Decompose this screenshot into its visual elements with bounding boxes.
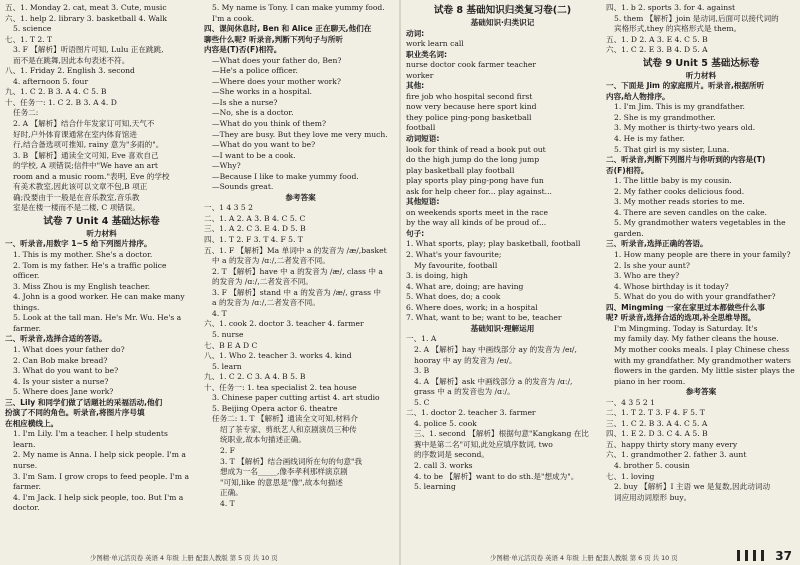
section-title: 试卷 9 Unit 5 基础达标卷: [642, 57, 760, 69]
text-line: 2. My name is Anna. I help sick people. I'm a: [13, 450, 186, 460]
text-line: 一、下面是 Jim 的家庭照片。听录音,根据所听: [606, 81, 765, 91]
text-line: things.: [13, 302, 40, 312]
text-line: worker: [406, 70, 434, 80]
text-line: 好时,户外体育课通常在室内体育馆进: [13, 129, 137, 139]
text-line: 3. What do you want to be?: [13, 366, 119, 376]
subsection-title: 听力材料: [86, 228, 117, 238]
text-line: with my grandfather. My grandmother waters: [614, 355, 791, 365]
text-line: 3. Miss Zhou is my English teacher.: [13, 281, 151, 291]
text-line: 3. is doing, high: [406, 271, 468, 281]
text-line: 1. How many people are there in your family?: [614, 250, 791, 260]
page-number: 37: [775, 549, 792, 563]
text-line: 5. My name is Tony. I can make yummy food.: [212, 3, 385, 12]
footer-left: 少图精·单元活页卷 英语 4 年级 上册 配套人教版 第 5 页 共 10 页: [90, 554, 278, 562]
text-line: 3. My mother is thirty-two years old.: [614, 123, 756, 133]
text-line: 四、课间休息时, Ben 和 Alice 正在聊天,他们在: [204, 24, 372, 34]
text-line: 5. What does, do; a cook: [406, 292, 501, 302]
text-line: 5. science: [13, 24, 52, 34]
text-line: 四、Mingming 一家在家里过本都做些什么事: [606, 302, 765, 312]
text-line: 5. My grandmother waters vegetables in the: [614, 218, 786, 228]
text-line: 3. B: [414, 366, 430, 376]
text-line: 其他:: [406, 81, 425, 91]
text-line: 4. Is your sister a nurse?: [13, 376, 109, 386]
text-line: 的学校, A 项错误;信件中"We have an art: [13, 161, 158, 171]
text-line: 有美术教室,因此该可以文章不包,B 项正: [13, 182, 148, 192]
text-line: 十、任务一: 1. C 2. B 3. A 4. D: [5, 97, 117, 107]
text-line: 二、听录音,判断下列图片与你听到的内容是(T): [606, 155, 766, 165]
text-line: —Sounds great.: [212, 182, 274, 192]
text-line: 5. learning: [414, 482, 456, 492]
subsection-title: 参考答案: [285, 192, 316, 202]
text-line: 扮演了不同的角色。听录音,将图片序号填: [5, 408, 145, 418]
text-line: a 的发音为 /ɑː/,二者发音不同。: [212, 298, 320, 308]
text-line: 四、1. b 2. sports 3. for 4. against: [606, 3, 736, 12]
text-line: 七、1. loving: [606, 471, 655, 481]
text-line: —What do you think of them?: [212, 119, 327, 129]
text-line: 三、1. C 2. B 3. A 4. C 5. A: [606, 418, 708, 428]
text-line: 4. John is a good worker. He can make many: [13, 292, 185, 302]
section-title: 试卷 7 Unit 4 基础达标卷: [43, 215, 160, 227]
text-line: ask for help cheer for... play against...: [406, 186, 552, 196]
text-line: 三、听录音,选择正确的答语。: [606, 239, 708, 249]
text-line: 七、B E A D C: [204, 340, 258, 350]
text-line: My favourite, football: [414, 260, 498, 270]
text-line: —What does your father do, Ben?: [212, 55, 342, 65]
text-line: 一、1 4 3 5 2: [204, 203, 253, 213]
text-line: 任务二: 1. T 【解析】通读全文可知,材料介: [212, 414, 359, 424]
text-line: 3. Who are they?: [614, 271, 680, 281]
text-line: 任务二:: [13, 108, 39, 118]
text-line: 4. brother 5. cousin: [614, 460, 690, 470]
barcode-marks: [737, 550, 764, 561]
text-line: officer.: [13, 271, 40, 281]
text-line: fire job who hospital second first: [406, 91, 533, 101]
text-line: 3. T 【解析】结合画线词所在句的句意"我: [220, 456, 363, 466]
text-line: 2. A 【解析】结合什年发家订可知,天气不: [13, 119, 155, 129]
text-line: My mother cooks meals. I play Chinese chess: [614, 344, 790, 354]
text-line: 室是在楼一楼而不是二楼, C 项错误。: [13, 203, 140, 213]
text-line: 3. F 【解析】听语图片可知, Lulu 正在跳跳,: [13, 45, 164, 55]
text-line: I'm a cook.: [212, 13, 255, 23]
text-line: 4. What are, doing; are having: [406, 281, 524, 291]
text-line: football: [406, 123, 436, 133]
text-line: 7. What, want to be; want to be, teacher: [406, 313, 562, 323]
text-line: 八、1. Friday 2. English 3. second: [5, 66, 135, 76]
text-line: 4. T: [212, 308, 227, 318]
column-4: [606, 3, 796, 503]
text-line: 2. T 【解析】have 中 a 的发音为 /æ/, class 中 a: [212, 266, 383, 276]
text-line: grass 中 a 的发音也为 /ɑː/。: [414, 387, 515, 397]
text-line: 4. to be 【解析】want to do sth.是"想成为"。: [414, 471, 579, 481]
text-line: play sports play ping-pong have fun: [406, 176, 544, 186]
text-line: 5. them 【解析】join 是动词,后面可以接代词的: [614, 13, 779, 23]
text-line: flowers in the garden. My little sister plays the: [614, 366, 795, 376]
column-1: [5, 3, 198, 514]
subsection-title: 基础知识·归类识记: [470, 18, 535, 27]
text-line: 三、1. second 【解析】根据句意"Kangkang 在比: [414, 429, 589, 439]
text-line: 1. What does your father do?: [13, 344, 125, 354]
text-line: 内容,给人物排序。: [606, 91, 670, 101]
text-line: 三、Lily 和同学们做了话题社的采福活动,他们: [5, 397, 163, 407]
text-line: 2. buy 【解析】I 主语 we 是复数,因此动词动: [614, 482, 771, 492]
text-line: 2. call 3. works: [414, 460, 473, 470]
text-line: play basketball play football: [406, 165, 515, 175]
text-line: piano in her room.: [614, 376, 686, 386]
text-line: 七、1. T 2. T: [5, 34, 53, 44]
text-line: 3. I'm Sam. I grow crops to feed people. I'm a: [13, 471, 190, 481]
text-line: 九、1. C 2. C 3. A 4. B 5. B: [204, 372, 306, 382]
text-line: 六、1. C 2. E 3. B 4. D 5. A: [606, 45, 708, 55]
text-line: 2. A 【解析】hay 中画线部分 ay 的发音为 /eɪ/,: [414, 344, 577, 354]
text-line: 九、1. C 2. B 3. A 4. C 5. B: [5, 87, 107, 97]
text-line: 六、1. grandmother 2. father 3. aunt: [606, 450, 747, 460]
text-line: learn.: [13, 439, 36, 449]
text-line: 5. Where does Jane work?: [13, 387, 114, 397]
text-line: 2. My father cooks delicious food.: [614, 186, 745, 196]
text-line: 5. C: [414, 397, 430, 407]
text-line: 二、听录音,选择合适的答语。: [5, 334, 107, 344]
text-line: 1. I'm Lily. I'm a teacher. I help students: [13, 429, 168, 439]
text-line: 5. What do you do with your grandfather?: [614, 292, 776, 302]
text-line: 6. Where does, work; in a hospital: [406, 302, 538, 312]
text-line: 的序数词是 second。: [414, 450, 489, 460]
text-line: 1. The little baby is my cousin.: [614, 176, 732, 186]
text-line: I'm Mingming. Today is Saturday. It's: [614, 323, 758, 333]
text-line: —What do you want to be?: [212, 140, 316, 150]
footer-right: 少图精·单元活页卷 英语 4 年级 上册 配套人教版 第 6 页 共 10 页: [490, 554, 678, 562]
page-fold: [399, 0, 401, 565]
text-line: 3. B 【解析】通读全文可知, Eve 喜欢自己: [13, 150, 159, 160]
text-line: 的发音为 /ɑː/,二者发音不同。: [212, 277, 313, 287]
text-line: 4. He is my father.: [614, 134, 685, 144]
text-line: 在相应横线上。: [5, 418, 59, 428]
text-line: 十、任务一: 1. tea specialist 2. tea house: [204, 382, 357, 392]
text-line: 2. Is she your aunt?: [614, 260, 690, 270]
text-line: on weekends sports meet in the race: [406, 207, 548, 217]
subsection-title: 听力材料: [685, 70, 717, 80]
text-line: 六、1. help 2. library 3. basketball 4. Walk: [5, 13, 167, 23]
section-title: 试卷 8 基础知识归类复习卷(二): [433, 5, 572, 16]
text-line: 其他短语:: [406, 197, 440, 207]
text-line: do the high jump do the long jump: [406, 155, 540, 165]
text-line: —They are busy. But they love me very much.: [212, 129, 388, 139]
text-line: 行,结合备选项可推知, rainy 意为"多雨的"。: [13, 140, 164, 150]
text-line: 五、happy thirty story many every: [606, 439, 738, 449]
text-line: work learn call: [406, 39, 464, 49]
text-line: 否(F)相符。: [606, 165, 649, 175]
text-line: 确;没要由于一般是在音乐教室,音乐教: [13, 192, 140, 202]
text-line: 一、1. A: [406, 334, 437, 344]
text-line: 五、1. Monday 2. cat, meat 3. Cute, music: [5, 3, 167, 12]
text-line: garden.: [614, 228, 644, 238]
text-line: 而不是在跳舞,因此本句表述不符。: [13, 55, 130, 65]
subsection-title: 参考答案: [685, 387, 717, 397]
text-line: 四、1. T 2. F 3. T 4. F 5. T: [204, 235, 303, 245]
text-line: 句子:: [406, 228, 425, 238]
text-line: by the way all kinds of be proud of...: [406, 218, 547, 228]
subsection-title: 基础知识·理解运用: [470, 323, 535, 333]
text-line: 统职业,故本句描述正确。: [220, 435, 306, 445]
text-line: 二、1. A 2. A 3. B 4. C 5. C: [204, 213, 306, 223]
text-line: 5. nurse: [212, 329, 244, 339]
text-line: 4. T: [220, 498, 235, 508]
text-line: 五、1. D 2. A 3. E 4. C 5. B: [606, 34, 708, 44]
text-line: room and a music room."表明, Eve 的学校: [13, 171, 170, 181]
text-line: 2. She is my grandmother.: [614, 112, 716, 122]
text-line: 5. learn: [212, 361, 242, 371]
text-line: —Why?: [212, 161, 241, 171]
text-line: 4. I'm Jack. I help sick people, too. But I'm a: [13, 492, 184, 502]
text-line: 1. What sports, play; play basketball, football: [406, 239, 581, 249]
text-line: —Because I like to make yummy food.: [212, 171, 359, 181]
text-line: 聊些什么呢? 听录音,判断下列句子与所听: [204, 34, 344, 44]
text-line: 绍了茶专家、剪纸艺人和京剧演员三种传: [220, 424, 357, 434]
text-line: 二、1. T 2. T 3. F 4. F 5. T: [606, 408, 705, 418]
text-line: 2. What's your favourite;: [406, 250, 502, 260]
text-line: look for think of read a book put out: [406, 144, 546, 154]
text-line: 2. Can Bob make bread?: [13, 355, 108, 365]
text-line: 3. F 【解析】stand 中 a 的发音为 /æ/, grass 中: [212, 287, 381, 297]
text-line: 4. A 【解析】ask 中画线部分 a 的发音为 /ɑː/,: [414, 376, 573, 386]
text-line: 动词短语:: [406, 134, 440, 144]
text-line: 1. This is my mother. She's a doctor.: [13, 250, 153, 260]
text-line: 职业类名词:: [406, 49, 448, 59]
text-line: 5. Look at the tall man. He's Mr. Wu. He's a: [13, 313, 182, 323]
text-line: 5. Beijing Opera actor 6. theatre: [212, 403, 338, 413]
text-line: 词应用动词原形 buy。: [614, 492, 692, 502]
column-3: [406, 3, 599, 493]
text-line: now very because here sport kind: [406, 102, 537, 112]
text-line: doctor.: [13, 503, 40, 513]
text-line: 4. afternoon 5. four: [13, 76, 89, 86]
text-line: 呢? 听录音,选择合适的选项,补全思维导图。: [606, 313, 756, 323]
text-line: 2. F: [220, 445, 235, 455]
text-line: 内容是(T)否(F)相符。: [204, 45, 282, 55]
text-line: 4. There are seven candles on the cake.: [614, 207, 767, 217]
text-line: 中 a 的发音为 /ɑː/,二者发音不同。: [212, 256, 330, 266]
text-line: —He's a police officer.: [212, 66, 298, 76]
text-line: my family day. My father cleans the house.: [614, 334, 779, 344]
text-line: nurse.: [13, 460, 38, 470]
text-line: 3. Chinese paper cutting artist 4. art studio: [212, 393, 380, 403]
text-line: nurse doctor cook farmer teacher: [406, 60, 537, 70]
text-line: 宾格形式,they 的宾格形式是 them。: [614, 24, 742, 34]
text-line: —Where does your mother work?: [212, 76, 341, 86]
text-line: 四、1. E 2. D 3. C 4. A 5. B: [606, 429, 708, 439]
text-line: 五、1. F 【解析】Ma 单词中 a 的发音为 /æ/,basket: [204, 245, 387, 255]
text-line: —Is she a nurse?: [212, 97, 278, 107]
text-line: 一、4 3 5 2 1: [606, 397, 655, 407]
text-line: 三、1. A 2. C 3. E 4. D 5. B: [204, 224, 306, 234]
text-line: —No, she is a doctor.: [212, 108, 294, 118]
text-line: —I want to be a cook.: [212, 150, 296, 160]
text-line: 想成为一名_____,像李孝利那样演京剧: [220, 467, 348, 477]
text-line: 1. I'm Jim. This is my grandfather.: [614, 102, 745, 112]
text-line: 5. That girl is my sister, Luna.: [614, 144, 730, 154]
column-2: [204, 3, 397, 509]
text-line: 3. My mother reads stories to me.: [614, 197, 745, 207]
text-line: 正确。: [220, 488, 243, 498]
text-line: farmer.: [13, 482, 41, 492]
text-line: they police ping-pong basketball: [406, 112, 532, 122]
text-line: 2. Tom is my father. He's a traffic police: [13, 260, 167, 270]
text-line: "可知,like 的意思是"像",故本句描述: [220, 477, 343, 487]
text-line: 一、听录音,用数字 1~5 给下列图片排序。: [5, 239, 152, 249]
text-line: 八、1. Who 2. teacher 3. works 4. kind: [204, 351, 352, 361]
text-line: —She works in a hospital.: [212, 87, 312, 97]
text-line: 4. police 5. cook: [414, 418, 477, 428]
text-line: 六、1. cook 2. doctor 3. teacher 4. farmer: [204, 319, 364, 329]
text-line: 二、1. doctor 2. teacher 3. farmer: [406, 408, 536, 418]
text-line: farmer.: [13, 323, 41, 333]
text-line: 4. Whose birthday is it today?: [614, 281, 729, 291]
text-line: 赛中是第二名"可知,此处应填序数词, two: [414, 439, 553, 449]
text-line: 动词:: [406, 28, 425, 38]
text-line: hooray 中 ay 的发音为 /eɪ/。: [414, 355, 517, 365]
